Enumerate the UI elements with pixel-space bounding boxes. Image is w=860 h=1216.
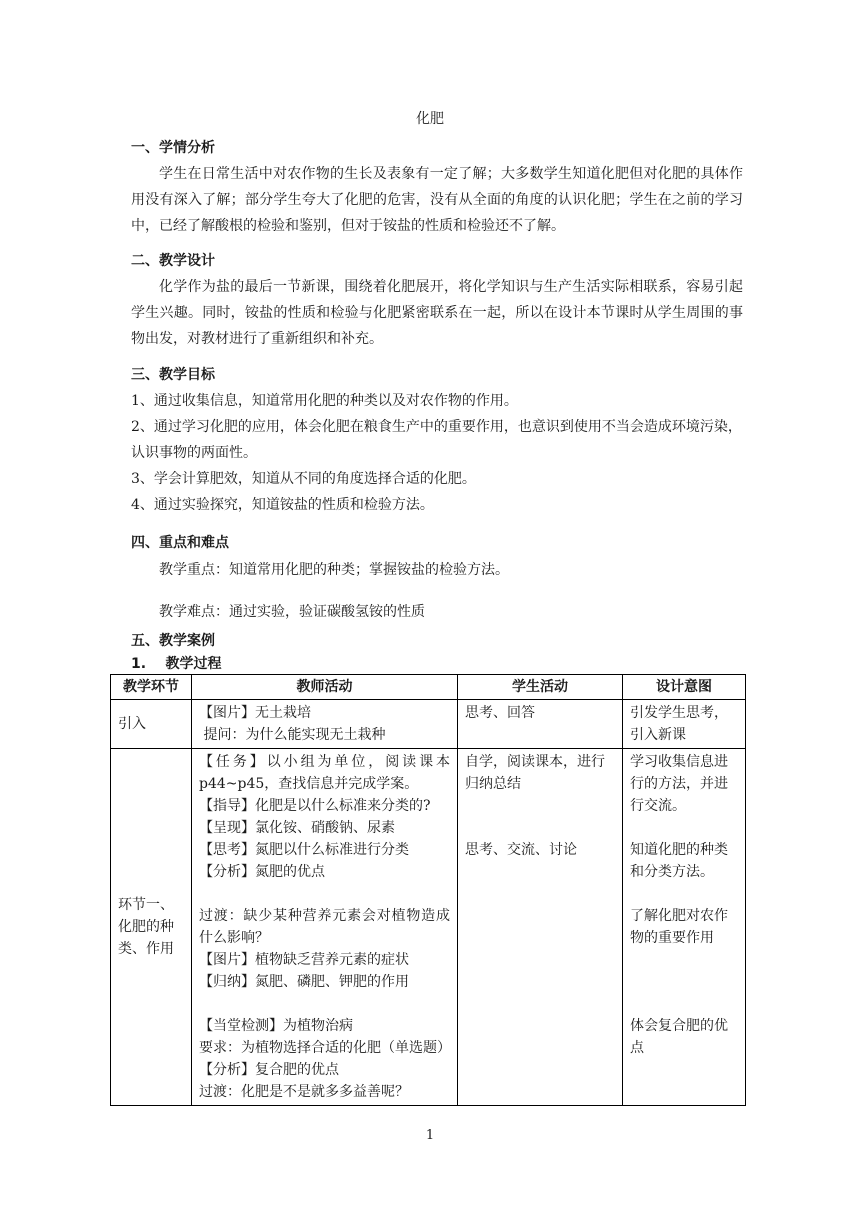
header-teacher: 教师活动 bbox=[192, 675, 458, 700]
stage-cell: 引入 bbox=[111, 700, 192, 749]
section-design-body bbox=[131, 274, 743, 352]
section-heading-design: 二、教学设计 bbox=[131, 253, 215, 269]
goal-item: 3、学会计算肥效，知道从不同的角度选择合适的化肥。 bbox=[131, 471, 476, 487]
section-heading-goals: 三、教学目标 bbox=[131, 367, 215, 383]
table-row bbox=[111, 749, 746, 1106]
student-cell: 自学，阅读课本，进行归纳总结 思考、交流、讨论 bbox=[458, 749, 623, 1106]
table-row bbox=[111, 700, 746, 749]
header-student: 学生活动 bbox=[458, 675, 623, 700]
table-header-row bbox=[111, 675, 746, 700]
design-paragraph: 化学作为盐的最后一节新课，围绕着化肥展开，将化学知识与生产生活实际相联系，容易引起学生兴趣。同时，铵盐的性质和检验与化肥紧密联系在一起，所以在设计本节课时从学生周围的事物出发，对教材进行了重新组织和补充。 bbox=[131, 279, 743, 347]
difficult-point-line: 教学难点：通过实验，验证碳酸氢铵的性质 bbox=[159, 604, 425, 620]
section-goals-body bbox=[131, 388, 743, 518]
teacher-cell: 【任务】以小组为单位，阅读课本p44~p45，查找信息并完成学案。 【指导】化肥是以什么标准来分类的? 【呈现】氯化铵、硝酸钠、尿素 【思考】氮肥以什么标准进行分类 【分析】氮肥的优点 过渡：缺少某种营养元素会对植物造成什么影响？ 【图片】植物缺乏营养元素的症状 【归纳】氮肥、磷肥、钾肥的作用 【当堂检测】为植物治病 要求：为植物选择合适的化肥（单选题） 【分析】复合肥的优点 过渡：化肥是不是就多多益善呢？ bbox=[192, 749, 458, 1106]
goal-item: 1、通过收集信息，知道常用化肥的种类以及对农作物的作用。 bbox=[131, 393, 518, 409]
teacher-cell: 【图片】无土栽培 提问：为什么能实现无土栽种 bbox=[192, 700, 458, 749]
goal-item: 2、通过学习化肥的应用，体会化肥在粮食生产中的重要作用，也意识到使用不当会造成环境污染，认识事物的两面性。 bbox=[131, 419, 742, 461]
student-cell: 思考、回答 bbox=[458, 700, 623, 749]
header-intent: 设计意图 bbox=[623, 675, 746, 700]
section-heading-case: 五、教学案例 bbox=[131, 633, 215, 649]
goal-item: 4、通过实验探究，知道铵盐的性质和检验方法。 bbox=[131, 497, 434, 513]
teaching-process-table bbox=[110, 674, 746, 1106]
section-analysis-body bbox=[131, 161, 743, 239]
stage-cell: 环节一、化肥的种类、作用 bbox=[111, 749, 192, 1106]
intent-cell: 学习收集信息进行的方法，并进行交流。 知道化肥的种类和分类方法。 了解化肥对农作物的重要作用 体会复合肥的优点 bbox=[623, 749, 746, 1106]
page-number: 1 bbox=[425, 1128, 435, 1143]
document-title: 化肥 bbox=[416, 111, 444, 127]
key-point-line: 教学重点：知道常用化肥的种类；掌握铵盐的检验方法。 bbox=[159, 562, 509, 578]
intent-cell: 引发学生思考， 引入新课 bbox=[623, 700, 746, 749]
analysis-paragraph: 学生在日常生活中对农作物的生长及表象有一定了解；大多数学生知道化肥但对化肥的具体作用没有深入了解；部分学生夸大了化肥的危害，没有从全面的角度的认识化肥；学生在之前的学习中，已经了解酸根的检验和鉴别，但对于铵盐的性质和检验还不了解。 bbox=[131, 166, 743, 234]
section-heading-key-points: 四、重点和难点 bbox=[131, 535, 229, 551]
header-stage: 教学环节 bbox=[111, 675, 192, 700]
section-heading-analysis: 一、学情分析 bbox=[131, 140, 215, 156]
subsection-heading-process: 1. 教学过程 bbox=[131, 656, 222, 672]
